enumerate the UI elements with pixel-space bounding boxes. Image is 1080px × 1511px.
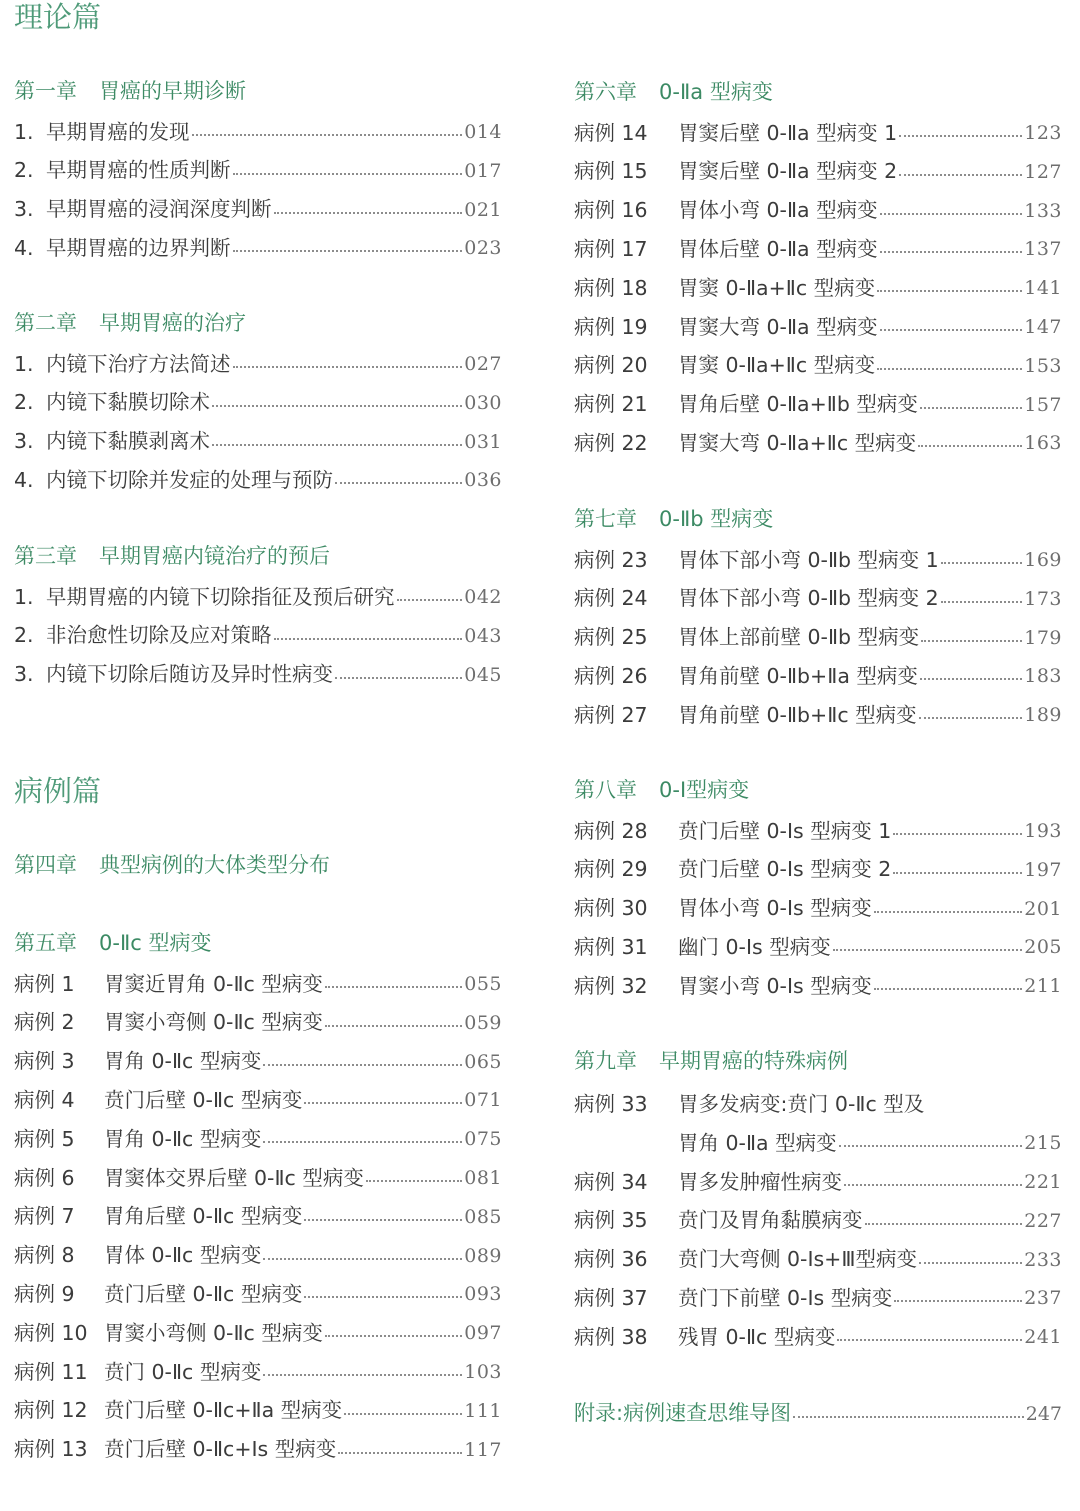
entry-number: 1. bbox=[14, 584, 34, 609]
page-number: 201 bbox=[1024, 897, 1062, 920]
chapter-title: 0-Ⅱa 型病变 bbox=[659, 80, 773, 104]
page-number: 205 bbox=[1024, 936, 1062, 959]
part-title-cases: 病例篇 bbox=[14, 774, 102, 808]
entry-number: 病例 10 bbox=[14, 1320, 88, 1345]
entry-title: 胃体上部前壁 0-Ⅱb 型病变 bbox=[678, 625, 920, 650]
toc-entry[interactable] bbox=[14, 1313, 502, 1343]
toc-entry[interactable] bbox=[574, 966, 1062, 996]
entry-number: 病例 22 bbox=[574, 430, 648, 455]
chapter-number: 第四章 bbox=[14, 853, 77, 877]
entry-number: 3. bbox=[14, 197, 34, 222]
dot-leader bbox=[325, 1335, 462, 1337]
chapter-number: 第九章 bbox=[574, 1049, 637, 1073]
dot-leader bbox=[263, 1374, 462, 1376]
dot-leader bbox=[397, 599, 463, 601]
dot-leader bbox=[880, 329, 1023, 331]
entry-number: 病例 1 bbox=[14, 971, 75, 996]
toc-entry[interactable] bbox=[574, 618, 1062, 648]
entry-number: 病例 36 bbox=[574, 1247, 648, 1272]
chapter-6-heading[interactable] bbox=[574, 82, 773, 103]
dot-leader bbox=[335, 482, 462, 484]
entry-title: 胃窦大弯 0-Ⅱa 型病变 bbox=[678, 314, 878, 339]
entry-number: 病例 2 bbox=[14, 1010, 75, 1035]
toc-entry[interactable] bbox=[14, 1042, 502, 1072]
dot-leader bbox=[894, 1300, 1022, 1302]
entry-number: 病例 34 bbox=[574, 1169, 648, 1194]
entry-number: 3. bbox=[14, 429, 34, 454]
entry-number: 2. bbox=[14, 623, 34, 648]
page-number: 233 bbox=[1024, 1248, 1062, 1271]
chapter-title: 0-Ⅱc 型病变 bbox=[99, 931, 212, 955]
dot-leader bbox=[899, 174, 1022, 176]
toc-entry[interactable] bbox=[14, 616, 502, 646]
dot-leader bbox=[325, 986, 462, 988]
entry-number: 病例 6 bbox=[14, 1165, 75, 1190]
toc-entry[interactable] bbox=[574, 152, 1062, 182]
page-number: 021 bbox=[464, 198, 502, 221]
entry-title: 胃角 0-Ⅱc 型病变 bbox=[104, 1126, 262, 1151]
entry-title: 胃角 0-Ⅱc 型病变 bbox=[104, 1049, 262, 1074]
dot-leader bbox=[918, 445, 1022, 447]
dot-leader bbox=[338, 1452, 462, 1454]
toc-entry[interactable] bbox=[14, 460, 502, 490]
dot-leader bbox=[233, 173, 463, 175]
entry-title: 贲门后壁 0-Ⅰs 型病变 2 bbox=[678, 857, 892, 882]
dot-leader bbox=[941, 562, 1023, 564]
page-number: 036 bbox=[464, 469, 502, 492]
entry-number: 3. bbox=[14, 662, 34, 687]
page-number: 169 bbox=[1024, 549, 1062, 571]
dot-leader bbox=[304, 1296, 462, 1298]
toc-entry[interactable] bbox=[574, 307, 1062, 337]
dot-leader bbox=[837, 1339, 1022, 1341]
entry-number: 病例 4 bbox=[14, 1087, 75, 1112]
page-number: 157 bbox=[1024, 393, 1062, 416]
page-number: 137 bbox=[1024, 238, 1062, 261]
chapter-number: 第三章 bbox=[14, 544, 77, 568]
page-number: 085 bbox=[464, 1205, 502, 1228]
dot-leader bbox=[941, 601, 1023, 603]
dot-leader bbox=[233, 366, 463, 368]
dot-leader bbox=[263, 1258, 462, 1260]
dot-leader bbox=[212, 405, 462, 407]
entry-title: 早期胃癌的发现 bbox=[46, 119, 190, 144]
entry-title: 残胃 0-Ⅱc 型病变 bbox=[678, 1324, 836, 1349]
entry-number: 病例 8 bbox=[14, 1243, 75, 1268]
page-number: 197 bbox=[1024, 858, 1062, 881]
entry-number: 病例 11 bbox=[14, 1359, 88, 1384]
entry-number: 病例 15 bbox=[574, 159, 648, 184]
page-number: 183 bbox=[1024, 665, 1062, 688]
page-number: 241 bbox=[1024, 1326, 1062, 1349]
toc-entry[interactable] bbox=[14, 151, 502, 181]
entry-title: 早期胃癌的边界判断 bbox=[46, 235, 231, 260]
page-number: 237 bbox=[1024, 1287, 1062, 1310]
entry-number: 病例 19 bbox=[574, 314, 648, 339]
dot-leader bbox=[877, 290, 1022, 292]
toc-entry[interactable] bbox=[574, 268, 1062, 298]
entry-title: 贲门后壁 0-Ⅱc 型病变 bbox=[104, 1087, 303, 1112]
dot-leader bbox=[335, 677, 462, 679]
toc-entry[interactable] bbox=[14, 1197, 502, 1227]
chapter-7-heading[interactable] bbox=[574, 509, 773, 530]
page-number: 030 bbox=[464, 391, 502, 414]
chapter-number: 第六章 bbox=[574, 80, 637, 104]
page-number: 227 bbox=[1024, 1209, 1062, 1232]
entry-title: 贲门后壁 0-Ⅱc 型病变 bbox=[104, 1281, 303, 1306]
entry-title: 胃角后壁 0-Ⅱc 型病变 bbox=[104, 1204, 303, 1229]
dot-leader bbox=[844, 1184, 1022, 1186]
dot-leader bbox=[263, 1064, 462, 1066]
page-number: 093 bbox=[464, 1283, 502, 1306]
dot-leader bbox=[274, 638, 463, 640]
entry-title: 贲门后壁 0-Ⅰs 型病变 1 bbox=[678, 818, 892, 843]
entry-number: 病例 14 bbox=[574, 120, 648, 145]
entry-number: 病例 37 bbox=[574, 1285, 648, 1310]
chapter-8-heading[interactable] bbox=[574, 780, 749, 801]
entry-title: 胃角前壁 0-Ⅱb+Ⅱc 型病变 bbox=[678, 702, 917, 727]
chapter-title: 典型病例的大体类型分布 bbox=[99, 853, 330, 877]
page-number: 127 bbox=[1024, 160, 1062, 183]
toc-entry[interactable] bbox=[14, 1158, 502, 1188]
toc-entry[interactable] bbox=[574, 346, 1062, 376]
page-number: 081 bbox=[464, 1167, 502, 1189]
chapter-9-heading[interactable] bbox=[574, 1051, 848, 1072]
entry-title: 胃窦 0-Ⅱa+Ⅱc 型病变 bbox=[678, 353, 876, 378]
chapter-title: 早期胃癌的治疗 bbox=[99, 311, 246, 335]
entry-number: 病例 30 bbox=[574, 896, 648, 921]
toc-entry[interactable] bbox=[14, 190, 502, 220]
entry-title: 胃窦大弯 0-Ⅱa+Ⅱc 型病变 bbox=[678, 430, 917, 455]
entry-number: 病例 24 bbox=[574, 586, 648, 611]
entry-number: 病例 35 bbox=[574, 1208, 648, 1233]
dot-leader bbox=[920, 407, 1022, 409]
dot-leader bbox=[192, 134, 463, 136]
chapter-number: 第七章 bbox=[574, 507, 637, 531]
chapter-title: 早期胃癌内镜治疗的预后 bbox=[99, 544, 330, 568]
dot-leader bbox=[921, 640, 1022, 642]
entry-title: 胃窦小弯侧 0-Ⅱc 型病变 bbox=[104, 1010, 323, 1035]
toc-entry[interactable] bbox=[574, 889, 1062, 919]
entry-number: 1. bbox=[14, 119, 34, 144]
toc-entry[interactable] bbox=[14, 655, 502, 685]
entry-title: 幽门 0-Ⅰs 型病变 bbox=[678, 934, 831, 959]
entry-title: 贲门后壁 0-Ⅱc+Ⅱa 型病变 bbox=[104, 1398, 343, 1423]
toc-entry[interactable] bbox=[574, 191, 1062, 221]
entry-number: 病例 23 bbox=[574, 547, 648, 572]
page-number: 211 bbox=[1024, 975, 1062, 998]
page-number: 117 bbox=[464, 1438, 502, 1461]
page-number: 097 bbox=[464, 1322, 502, 1345]
entry-title: 贲门 0-Ⅱc 型病变 bbox=[104, 1359, 262, 1384]
dot-leader bbox=[212, 444, 462, 446]
entry-number: 病例 27 bbox=[574, 702, 648, 727]
chapter-number: 第二章 bbox=[14, 311, 77, 335]
entry-number: 病例 12 bbox=[14, 1398, 88, 1423]
toc-entry[interactable] bbox=[574, 1201, 1062, 1231]
entry-title: 早期胃癌的性质判断 bbox=[46, 158, 231, 183]
page-number: 147 bbox=[1024, 316, 1062, 338]
dot-leader bbox=[920, 678, 1022, 680]
page-number: 017 bbox=[464, 159, 502, 182]
entry-title: 贲门大弯侧 0-Ⅰs+Ⅲ型病变 bbox=[678, 1247, 917, 1272]
dot-leader bbox=[263, 1141, 462, 1143]
entry-number: 病例 5 bbox=[14, 1126, 75, 1151]
entry-title: 胃体下部小弯 0-Ⅱb 型病变 1 bbox=[678, 547, 939, 572]
entry-title: 胃窦后壁 0-Ⅱa 型病变 2 bbox=[678, 159, 898, 184]
entry-title: 胃体 0-Ⅱc 型病变 bbox=[104, 1243, 262, 1268]
page-number: 059 bbox=[464, 1011, 502, 1034]
entry-title: 胃窦近胃角 0-Ⅱc 型病变 bbox=[104, 971, 323, 996]
entry-number: 病例 28 bbox=[574, 818, 648, 843]
page-number: 071 bbox=[464, 1089, 502, 1112]
dot-leader bbox=[865, 1223, 1023, 1225]
dot-leader bbox=[919, 1262, 1022, 1264]
page-number: 042 bbox=[464, 586, 502, 608]
toc-entry[interactable] bbox=[14, 1274, 502, 1304]
page-number: 247 bbox=[1025, 1403, 1062, 1425]
dot-leader bbox=[304, 1219, 462, 1221]
toc-entry[interactable] bbox=[574, 850, 1062, 880]
dot-leader bbox=[919, 717, 1023, 719]
page-number: 043 bbox=[464, 624, 502, 647]
page-number: 103 bbox=[464, 1361, 502, 1383]
entry-number: 病例 29 bbox=[574, 857, 648, 882]
entry-title: 胃窦体交界后壁 0-Ⅱc 型病变 bbox=[104, 1165, 364, 1190]
page-number: 215 bbox=[1024, 1132, 1062, 1154]
toc-entry[interactable] bbox=[14, 1003, 502, 1033]
toc-entry[interactable] bbox=[574, 423, 1062, 453]
entry-number: 病例 25 bbox=[574, 625, 648, 650]
toc-entry[interactable] bbox=[574, 113, 1062, 143]
entry-title: 早期胃癌的浸润深度判断 bbox=[46, 197, 272, 222]
entry-number: 4. bbox=[14, 235, 34, 260]
page-number: 111 bbox=[464, 1399, 502, 1422]
entry-number: 病例 21 bbox=[574, 392, 648, 417]
entry-title: 胃体小弯 0-Ⅰs 型病变 bbox=[678, 896, 872, 921]
entry-title: 内镜下切除并发症的处理与预防 bbox=[46, 467, 333, 492]
dot-leader bbox=[839, 1145, 1023, 1147]
toc-entry[interactable] bbox=[14, 1352, 502, 1382]
dot-leader bbox=[344, 1413, 462, 1415]
toc-entry[interactable] bbox=[574, 229, 1062, 259]
dot-leader bbox=[304, 1102, 462, 1104]
entry-title: 胃体小弯 0-Ⅱa 型病变 bbox=[678, 198, 878, 223]
toc-entry[interactable] bbox=[574, 1278, 1062, 1308]
entry-number: 病例 32 bbox=[574, 973, 648, 998]
toc-entry[interactable] bbox=[14, 422, 502, 452]
toc-entry[interactable] bbox=[14, 964, 502, 994]
toc-entry[interactable] bbox=[574, 695, 1062, 725]
toc-entry[interactable] bbox=[574, 1317, 1062, 1347]
dot-leader bbox=[274, 212, 463, 214]
entry-number: 病例 18 bbox=[574, 275, 648, 300]
dot-leader bbox=[877, 368, 1022, 370]
entry-title: 贲门及胃角黏膜病变 bbox=[678, 1208, 863, 1233]
page-number: 045 bbox=[464, 663, 502, 686]
chapter-number: 第一章 bbox=[14, 79, 77, 103]
entry-title: 胃体后壁 0-Ⅱa 型病变 bbox=[678, 236, 878, 261]
toc-entry[interactable] bbox=[14, 1080, 502, 1110]
dot-leader bbox=[325, 1025, 462, 1027]
entry-title: 贲门后壁 0-Ⅱc+Ⅰs 型病变 bbox=[104, 1437, 337, 1462]
dot-leader bbox=[833, 949, 1023, 951]
entry-title: 胃多发肿瘤性病变 bbox=[678, 1169, 842, 1194]
page-number: 023 bbox=[464, 237, 502, 260]
entry-title: 胃角 0-Ⅱa 型病变 bbox=[678, 1130, 837, 1155]
page-number: 031 bbox=[464, 430, 502, 453]
page-number: 141 bbox=[1024, 277, 1062, 300]
entry-number: 病例 17 bbox=[574, 236, 648, 261]
page-number: 221 bbox=[1024, 1171, 1062, 1193]
toc-entry[interactable] bbox=[14, 228, 502, 258]
entry-number: 2. bbox=[14, 158, 34, 183]
entry-title: 内镜下切除后随访及异时性病变 bbox=[46, 662, 333, 687]
dot-leader bbox=[880, 213, 1023, 215]
toc-entry[interactable] bbox=[14, 1236, 502, 1266]
page-number: 027 bbox=[464, 353, 502, 375]
page-number: 189 bbox=[1024, 704, 1062, 727]
part-title-theory: 理论篇 bbox=[14, 0, 102, 34]
entry-title: 胃窦小弯侧 0-Ⅱc 型病变 bbox=[104, 1320, 323, 1345]
toc-entry[interactable] bbox=[574, 656, 1062, 686]
toc-entry[interactable] bbox=[14, 344, 502, 374]
page-number: 065 bbox=[464, 1050, 502, 1073]
page-number: 163 bbox=[1024, 432, 1062, 455]
entry-number: 病例 16 bbox=[574, 198, 648, 223]
entry-title: 早期胃癌的内镜下切除指征及预后研究 bbox=[46, 584, 395, 609]
chapter-title: 0-Ⅰ型病变 bbox=[659, 778, 750, 802]
entry-number: 4. bbox=[14, 467, 34, 492]
page-number: 193 bbox=[1024, 820, 1062, 842]
page-number: 123 bbox=[1024, 122, 1062, 144]
chapter-number: 第八章 bbox=[574, 778, 637, 802]
entry-number: 病例 13 bbox=[14, 1437, 88, 1462]
toc-entry[interactable] bbox=[574, 927, 1062, 957]
page-number: 055 bbox=[464, 973, 502, 995]
dot-leader bbox=[366, 1180, 462, 1182]
entry-number: 病例 9 bbox=[14, 1281, 75, 1306]
chapter-title: 胃癌的早期诊断 bbox=[99, 79, 246, 103]
toc-entry[interactable] bbox=[574, 540, 1062, 570]
toc-entry[interactable] bbox=[14, 1430, 502, 1460]
entry-title: 胃角后壁 0-Ⅱa+Ⅱb 型病变 bbox=[678, 392, 918, 417]
page-number: 179 bbox=[1024, 626, 1062, 649]
toc-entry[interactable] bbox=[14, 1119, 502, 1149]
toc-entry[interactable] bbox=[574, 1162, 1062, 1192]
entry-title: 胃窦 0-Ⅱa+Ⅱc 型病变 bbox=[678, 275, 876, 300]
dot-leader bbox=[874, 911, 1023, 913]
dot-leader bbox=[233, 250, 463, 252]
entry-number: 病例 31 bbox=[574, 934, 648, 959]
entry-number: 病例 3 bbox=[14, 1049, 75, 1074]
entry-title: 非治愈性切除及应对策略 bbox=[46, 623, 272, 648]
chapter-4-heading[interactable] bbox=[14, 855, 330, 876]
dot-leader bbox=[893, 872, 1022, 874]
chapter-title: 0-Ⅱb 型病变 bbox=[659, 507, 774, 531]
entry-number: 2. bbox=[14, 390, 34, 415]
entry-number: 病例 7 bbox=[14, 1204, 75, 1229]
chapter-2-heading[interactable] bbox=[14, 313, 246, 334]
toc-entry[interactable] bbox=[14, 577, 502, 607]
entry-title: 胃多发病变:贲门 0-Ⅱc 型及 bbox=[678, 1091, 925, 1116]
entry-number: 1. bbox=[14, 351, 34, 376]
entry-title: 内镜下黏膜剥离术 bbox=[46, 429, 210, 454]
chapter-number: 第五章 bbox=[14, 931, 77, 955]
entry-number: 病例 20 bbox=[574, 353, 648, 378]
toc-entry[interactable] bbox=[574, 1240, 1062, 1270]
entry-title: 贲门下前壁 0-Ⅰs 型病变 bbox=[678, 1285, 893, 1310]
dot-leader bbox=[880, 251, 1023, 253]
page-number: 089 bbox=[464, 1244, 502, 1267]
chapter-title: 早期胃癌的特殊病例 bbox=[659, 1049, 848, 1073]
chapter-5-heading[interactable] bbox=[14, 933, 212, 954]
page-number: 075 bbox=[464, 1128, 502, 1151]
toc-entry-appendix[interactable] bbox=[574, 1394, 1062, 1424]
entry-title: 内镜下治疗方法简述 bbox=[46, 351, 231, 376]
page-number: 014 bbox=[464, 121, 502, 143]
entry-title: 胃窦小弯 0-Ⅰs 型病变 bbox=[678, 973, 872, 998]
dot-leader bbox=[793, 1416, 1024, 1418]
toc-entry[interactable] bbox=[14, 112, 502, 142]
page-number: 173 bbox=[1024, 587, 1062, 610]
entry-title: 胃窦后壁 0-Ⅱa 型病变 1 bbox=[678, 120, 898, 145]
toc-entry-case-33-continued[interactable] bbox=[574, 1123, 1062, 1153]
entry-title: 内镜下黏膜切除术 bbox=[46, 390, 210, 415]
page-number: 153 bbox=[1024, 354, 1062, 377]
dot-leader bbox=[899, 135, 1022, 137]
dot-leader bbox=[874, 988, 1023, 990]
toc-entry[interactable] bbox=[574, 385, 1062, 415]
page-number: 133 bbox=[1024, 199, 1062, 222]
entry-number: 病例 33 bbox=[574, 1091, 648, 1116]
entry-title: 胃角前壁 0-Ⅱb+Ⅱa 型病变 bbox=[678, 663, 918, 688]
toc-entry[interactable] bbox=[574, 811, 1062, 841]
toc-entry[interactable] bbox=[574, 579, 1062, 609]
entry-number: 病例 26 bbox=[574, 663, 648, 688]
chapter-1-heading[interactable] bbox=[14, 81, 246, 102]
appendix-title: 附录:病例速查思维导图 bbox=[574, 1401, 792, 1425]
entry-title: 胃体下部小弯 0-Ⅱb 型病变 2 bbox=[678, 586, 939, 611]
entry-number: 病例 38 bbox=[574, 1324, 648, 1349]
chapter-3-heading[interactable] bbox=[14, 546, 330, 567]
toc-entry-case-33[interactable] bbox=[574, 1084, 1062, 1114]
toc-entry[interactable] bbox=[14, 383, 502, 413]
toc-entry[interactable] bbox=[14, 1391, 502, 1421]
dot-leader bbox=[893, 833, 1022, 835]
